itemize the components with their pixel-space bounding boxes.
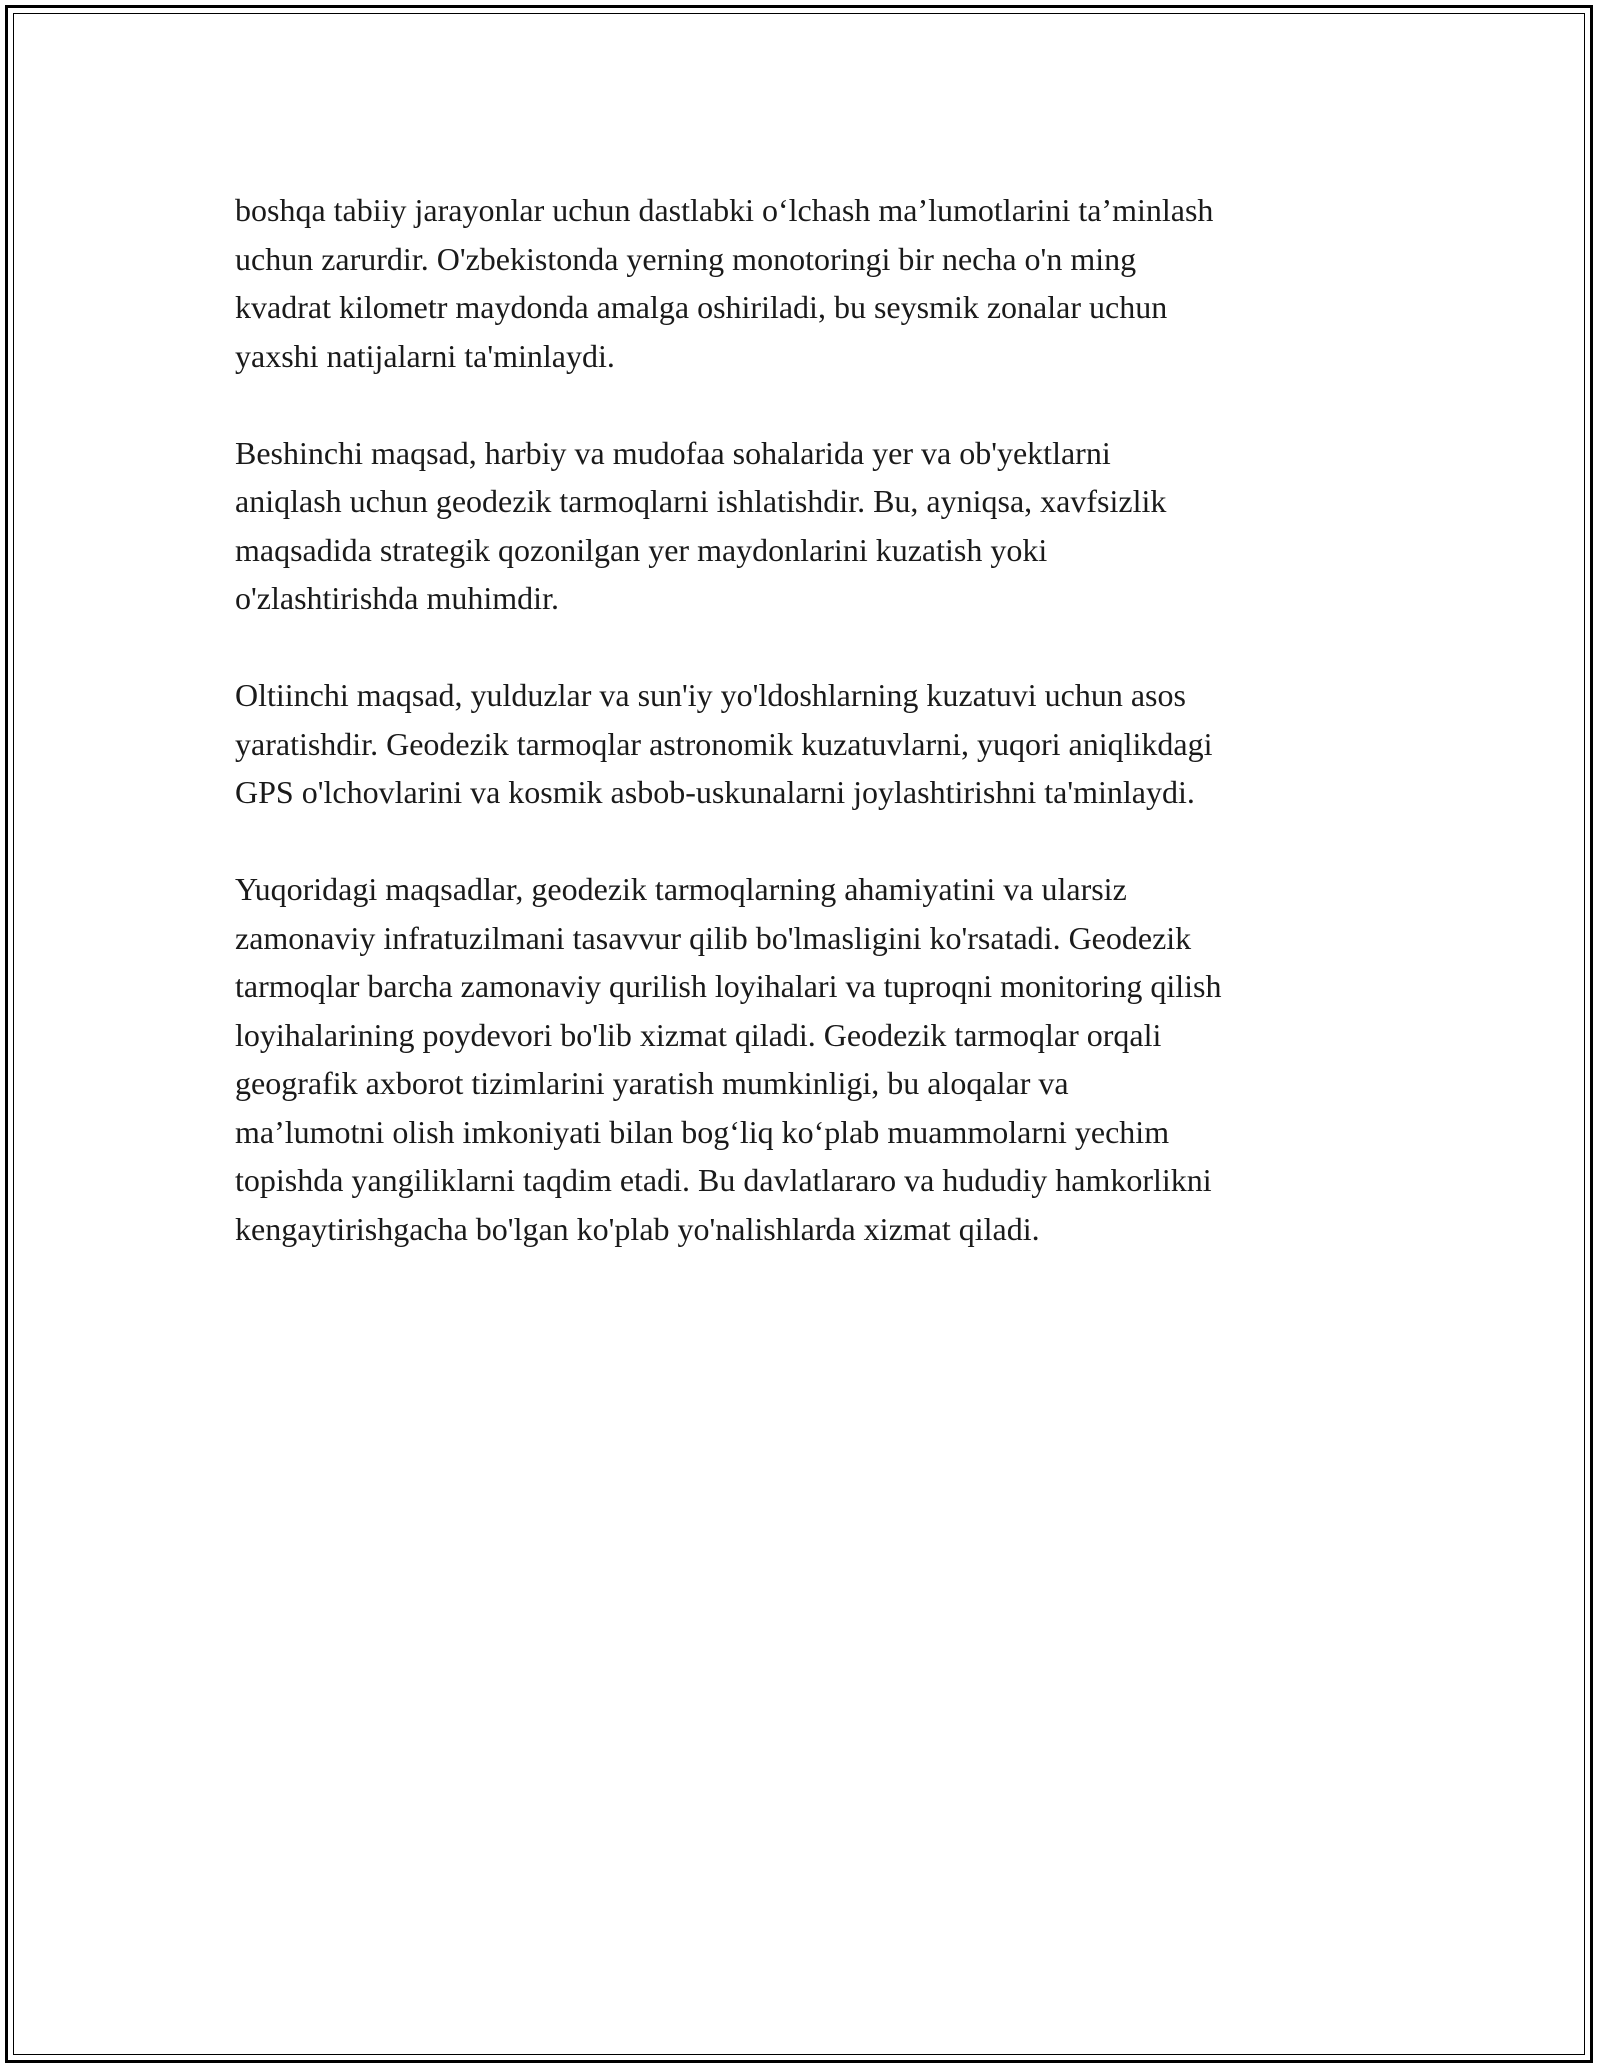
paragraph-3: Oltiinchi maqsad, yulduzlar va sun'iy yo'ldoshlarning kuzatuvi uchun asos yaratishdir. Geodezik tarmoqlar astronomik kuzatuvlarni, yuqori aniqlikdagi GPS o'lchovlarini va kosmik asbob-uskunalarni joylashtirishni ta'minlaydi. [235, 677, 1213, 810]
document-body [235, 186, 1385, 1302]
paragraph-2: Beshinchi maqsad, harbiy va mudofaa sohalarida yer va ob'yektlarni aniqlash uchun geodezik tarmoqlarni ishlatishdir. Bu, ayniqsa, xavfsizlik maqsadida strategik qozonilgan yer maydonlarini kuzatish yoki o'zlashtirishda muhimdir. [235, 434, 1167, 616]
paragraph-4: Yuqoridagi maqsadlar, geodezik tarmoqlarning ahamiyatini va ularsiz zamonaviy infratuzilmani tasavvur qilib bo'lmasligini ko'rsatadi. Geodezik tarmoqlar barcha zamonaviy qurilish loyihalari va tuproqni monitoring qilish loyihalarining poydevori bo'lib xizmat qiladi. Geodezik tarmoqlar orqali geografik axborot tizimlarini yaratish mumkinligi, bu aloqalar va ma’lumotni olish imkoniyati bilan bog‘liq ko‘plab muammolarni yechim topishda yangiliklarni taqdim etadi. Bu davlatlararo va hududiy hamkorlikni kengaytirishgacha bo'lgan ko'plab yo'nalishlarda xizmat qiladi. [235, 871, 1222, 1247]
paragraph-1: boshqa tabiiy jarayonlar uchun dastlabki o‘lchash ma’lumotlarini ta’minlash uchun zarurdir. O'zbekistonda yerning monotoringi bir necha o'n ming kvadrat kilometr maydonda amalga oshiriladi, bu seysmik zonalar uchun yaxshi natijalarni ta'minlaydi. [235, 192, 1214, 374]
